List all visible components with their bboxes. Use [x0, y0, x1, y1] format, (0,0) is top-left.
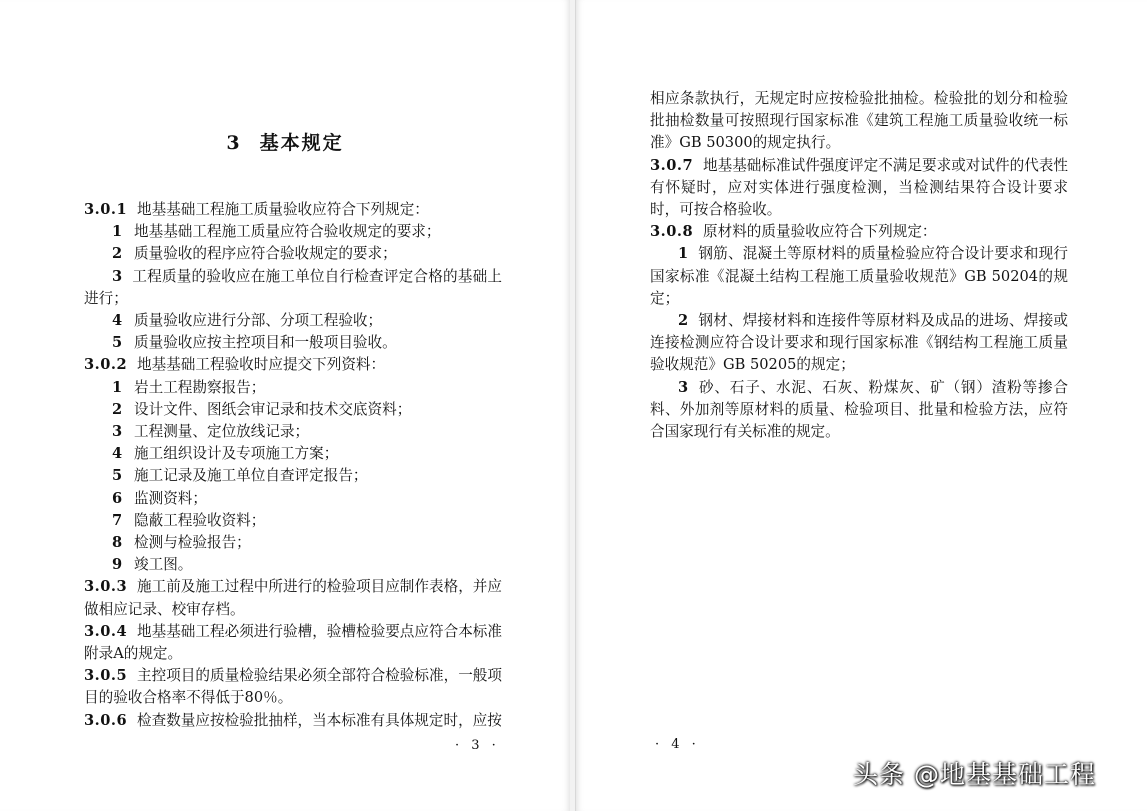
list-item: 3 工程质量的验收应在施工单位自行检查评定合格的基础上进行； [84, 267, 502, 307]
watermark: 头条 @地基基础工程 [853, 760, 1096, 789]
clause-text: 地基基础工程必须进行验槽，验槽检验要点应符合本标准附录A的规定。 [84, 622, 502, 663]
clause-3-0-6 [84, 710, 502, 732]
list-item: 3 砂、石子、水泥、石灰、粉煤灰、矿（钢）渣粉等掺合料、外加剂等原材料的质量、检验项目、批量和检验方法，应符合国家现行有关标准的规定。 [650, 378, 1068, 441]
clause-number: 3.0.3 [84, 578, 128, 596]
page-number: · 4 · [655, 737, 700, 752]
list-item: 2 钢材、焊接材料和连接件等原材料及成品的进场、焊接或连接检测应符合设计要求和现行国家标准《钢结构工程施工质量验收规范》GB 50205的规定； [650, 312, 1068, 374]
chapter-number: 3 [226, 132, 242, 154]
clause-3-0-3 [84, 576, 502, 620]
list-item: 2 设计文件、图纸会审记录和技术交底资料； [112, 400, 412, 418]
list-item: 1 地基基础工程施工质量应符合验收规定的要求； [112, 223, 441, 241]
clause-3-0-2 [84, 354, 502, 376]
clause-number: 3.0.7 [650, 156, 694, 174]
list-item: 4 施工组织设计及专项施工方案； [112, 445, 339, 463]
page-number: · 3 · [455, 738, 500, 753]
list-item: 6 监测资料； [112, 489, 207, 507]
clause-text: 主控项目的质量检验结果必须全部符合检验标准，一般项目的验收合格率不得低于80％。 [84, 667, 502, 707]
clause-3-0-6-continued: 相应条款执行，无规定时应按检验批抽检。检验批的划分和检验批抽检数量可按照现行国家标准《建筑工程施工质量验收统一标准》GB 50300的规定执行。 [650, 90, 1068, 152]
clause-number: 3.0.4 [84, 622, 128, 640]
chapter-title-text: 基本规定 [259, 132, 344, 154]
clause-3-0-8 [650, 221, 1068, 243]
list-item: 1 钢筋、混凝土等原材料的质量检验应符合设计要求和现行国家标准《混凝土结构工程施工质量验收规范》GB 50204的规定； [650, 245, 1068, 307]
clause-number: 3.0.5 [84, 667, 128, 685]
list-item: 1 岩土工程勘察报告； [112, 378, 266, 396]
clause-text: 检查数量应按检验批抽样，当本标准有具体规定时，应按 [137, 711, 502, 729]
list-item: 5 质量验收应按主控项目和一般项目验收。 [112, 334, 397, 352]
clause-text: 地基基础标准试件强度评定不满足要求或对试件的代表性有怀疑时，应对实体进行强度检测，当检测结果符合设计要求时，可按合格验收。 [650, 156, 1068, 219]
list-item: 4 质量验收应进行分部、分项工程验收； [112, 312, 383, 330]
left-page-body [84, 199, 502, 732]
list-item: 5 施工记录及施工单位自查评定报告； [112, 467, 368, 485]
clause-3-0-5 [84, 665, 502, 709]
clause-3-0-7 [650, 155, 1068, 222]
clause-3-0-4 [84, 621, 502, 665]
right-page-body [650, 88, 1068, 443]
clause-number: 3.0.2 [84, 356, 128, 374]
clause-number: 3.0.6 [84, 711, 128, 729]
clause-number: 3.0.1 [84, 201, 128, 218]
clause-text: 地基基础工程施工质量验收应符合下列规定： [137, 201, 429, 218]
list-item: 9 竣工图。 [112, 556, 193, 574]
list-item: 3 工程测量、定位放线记录； [112, 423, 310, 441]
list-item: 2 质量验收的程序应符合验收规定的要求； [112, 245, 397, 263]
clause-text: 施工前及施工过程中所进行的检验项目应制作表格，并应做相应记录、校审存档。 [84, 578, 502, 618]
clause-3-0-1 [84, 199, 502, 221]
left-page [0, 0, 571, 811]
clause-text: 地基基础工程验收时应提交下列资料： [137, 356, 386, 374]
list-item: 8 检测与检验报告； [112, 534, 251, 552]
chapter-title [0, 128, 570, 155]
clause-number: 3.0.8 [650, 223, 694, 241]
list-item: 7 隐蔽工程验收资料； [112, 511, 266, 529]
clause-text: 原材料的质量验收应符合下列规定： [703, 223, 937, 241]
